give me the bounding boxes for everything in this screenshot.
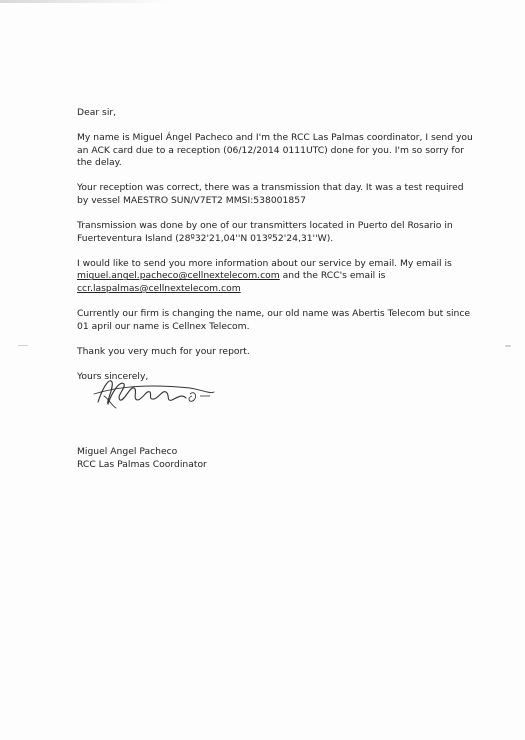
personal-email-link[interactable]: miguel.angel.pacheco@cellnextelecom.com bbox=[77, 270, 280, 282]
signer-block bbox=[77, 446, 207, 471]
scan-speck bbox=[505, 345, 511, 347]
email-intro-text: I would like to send you more information about our service by email. My email is bbox=[77, 257, 452, 269]
signature-drawing bbox=[90, 372, 220, 412]
paragraph-transmitter: Transmission was done by one of our transmitters located in Puerto del Rosario in Fuerteventura Island (28º32'21,04''N 013º52'24,31''W). bbox=[77, 220, 453, 244]
paragraph-reception: Your reception was correct, there was a transmission that day. It was a test required by vessel MAESTRO SUN/V7ET2 MMSI:538001857 bbox=[77, 182, 464, 206]
letter-body bbox=[77, 107, 477, 383]
paragraph-introduction: My name is Miguel Ángel Pacheco and I'm the RCC Las Palmas coordinator, I send you an ACK card due to a reception (06/12/2014 0111UTC) done for you. I'm so sorry for the delay. bbox=[77, 132, 473, 169]
scan-edge bbox=[0, 0, 170, 3]
thanks-line: Thank you very much for your report. bbox=[77, 345, 250, 357]
greeting: Dear sir, bbox=[77, 107, 117, 118]
paragraph-email bbox=[77, 258, 477, 296]
signer-title: RCC Las Palmas Coordinator bbox=[77, 458, 207, 470]
handwritten-signature-icon bbox=[90, 372, 220, 412]
scan-speck bbox=[18, 345, 28, 346]
rcc-email-link[interactable]: ccr.laspalmas@cellnextelecom.com bbox=[77, 282, 241, 294]
closing-line: Yours sincerely, bbox=[77, 370, 149, 382]
email-middle-text: and the RCC's email is bbox=[279, 270, 386, 282]
signer-name: Miguel Angel Pacheco bbox=[77, 446, 178, 457]
paragraph-name-change: Currently our firm is changing the name, our old name was Abertis Telecom but since 01 april our name is Cellnex Telecom. bbox=[77, 308, 471, 332]
